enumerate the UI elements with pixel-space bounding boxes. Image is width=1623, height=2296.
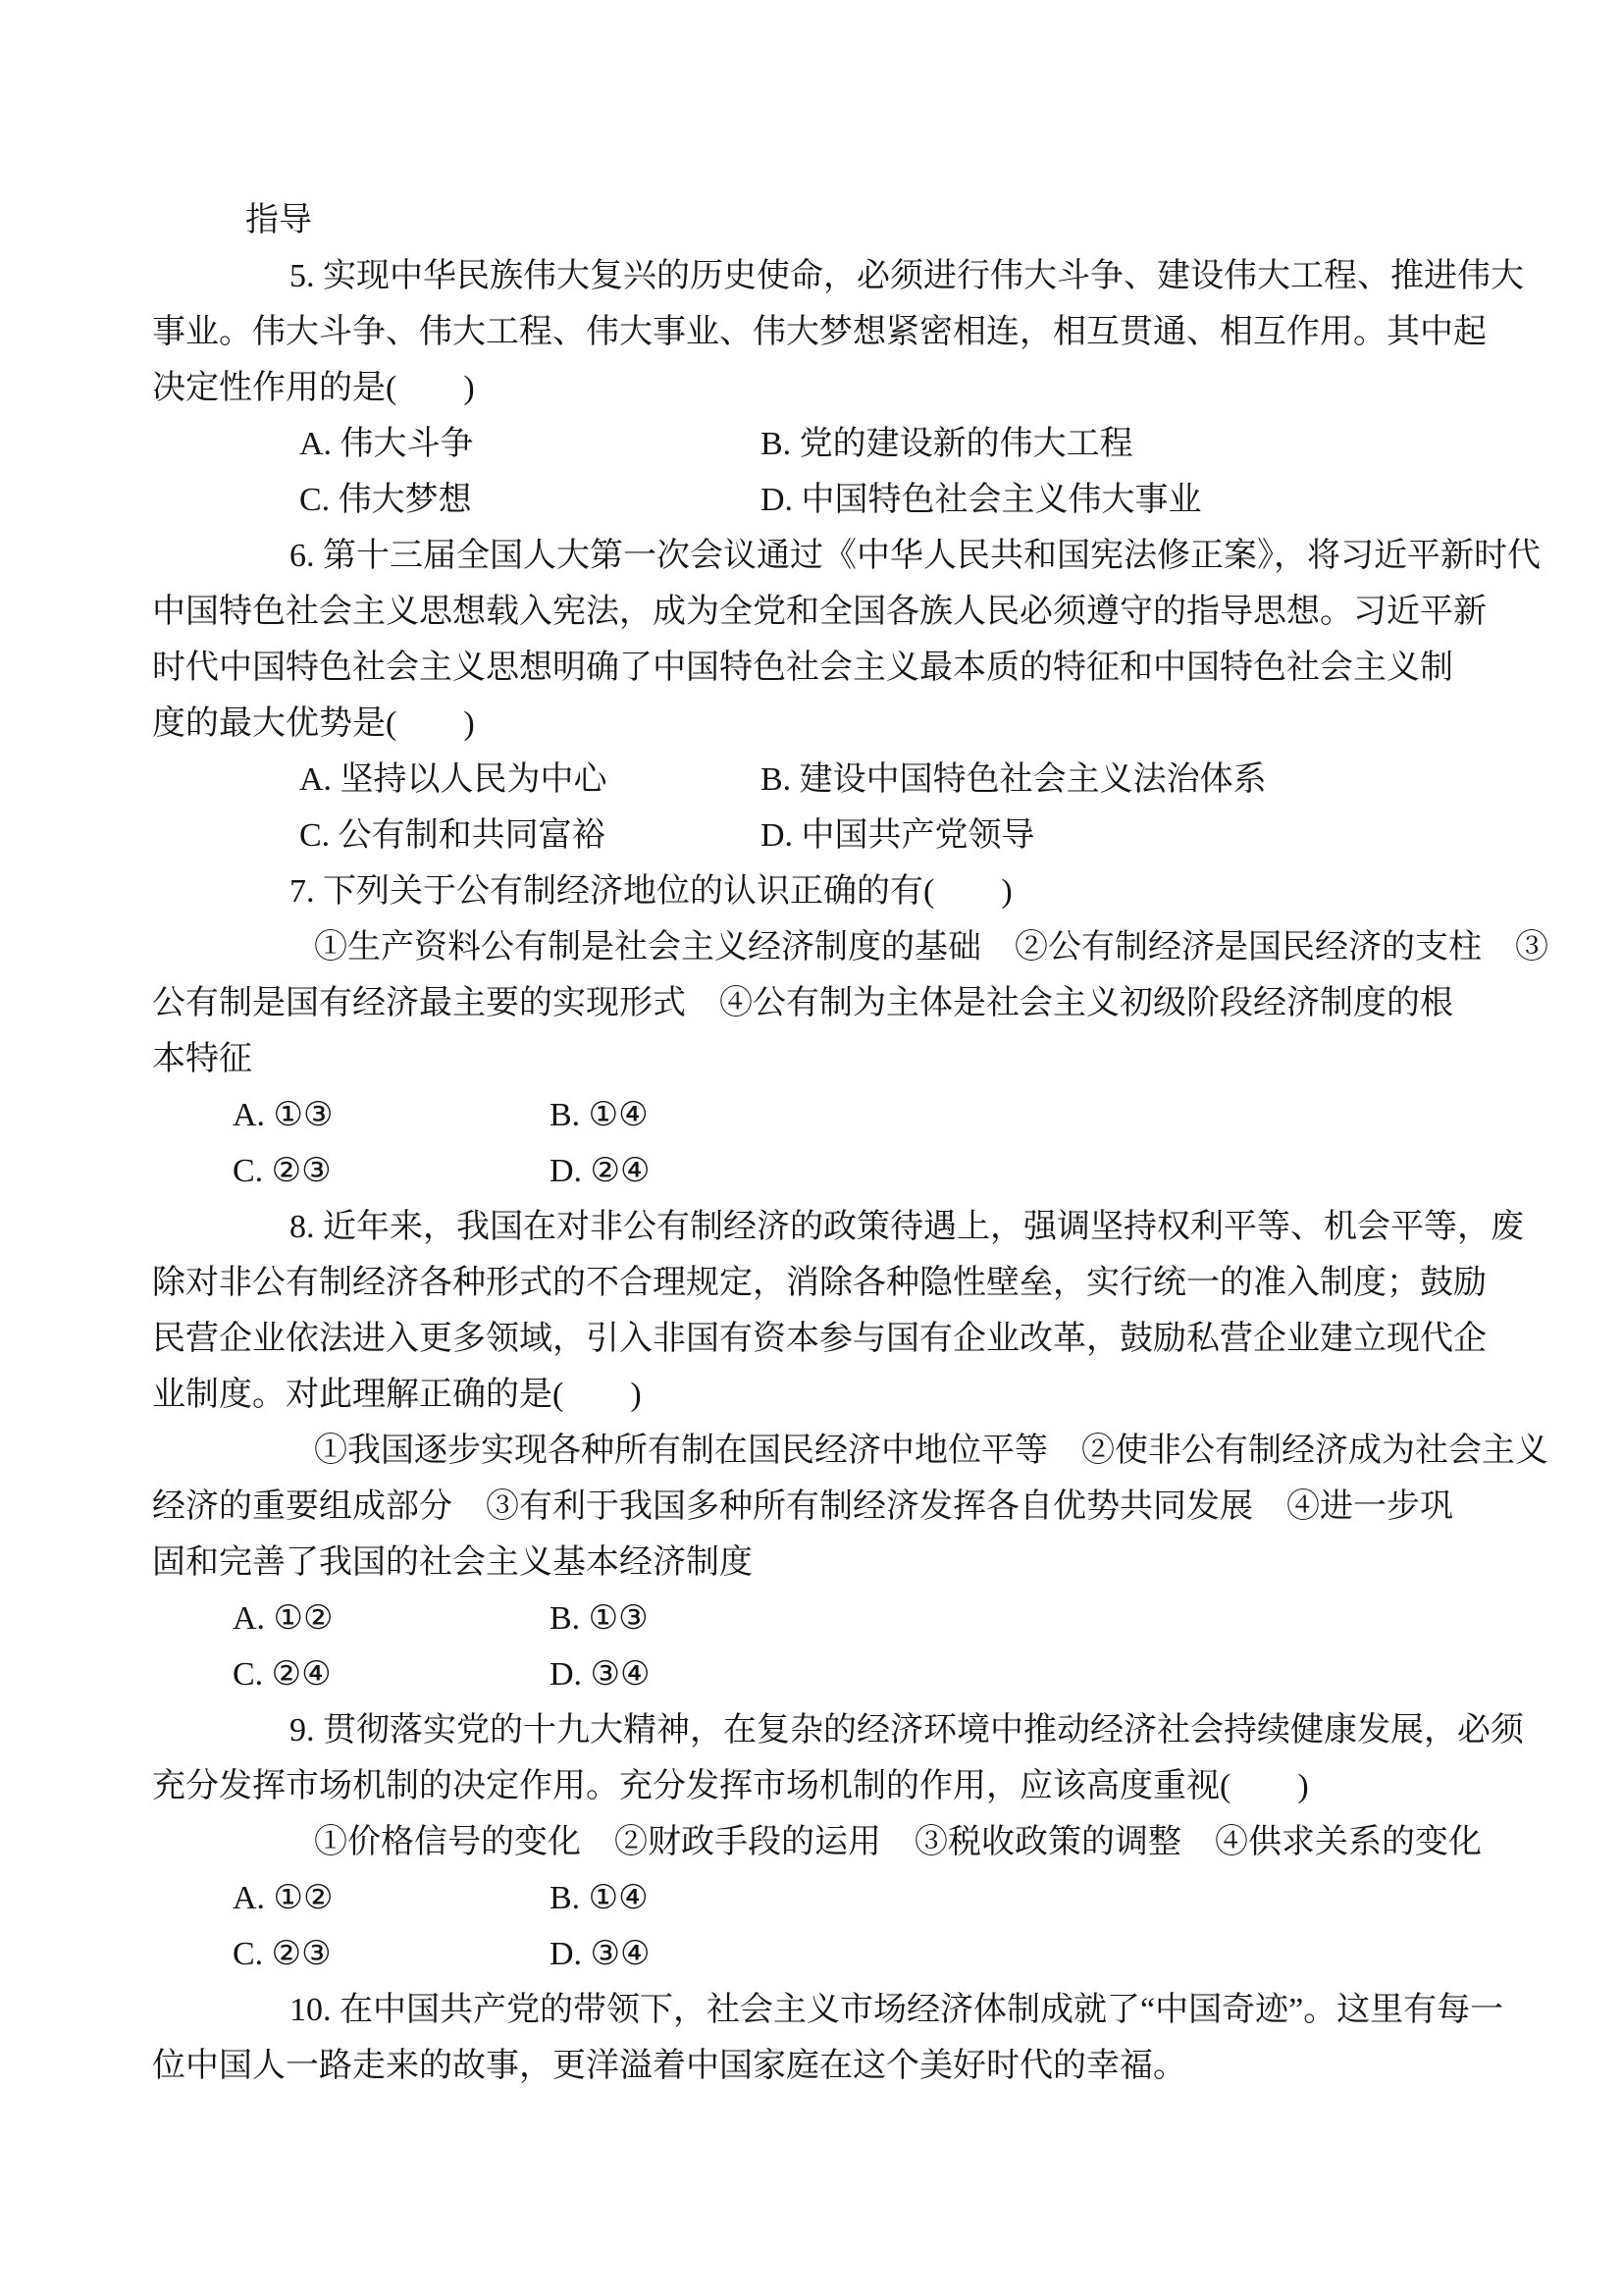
question-8-items-line-3: 固和完善了我国的社会主义基本经济制度	[152, 1544, 753, 1581]
option-b: B. ①③	[550, 1600, 649, 1637]
option-d: D. ③④	[550, 1936, 651, 1972]
question-8-stem-line-3: 民营企业依法进入更多领域，引入非国有资本参与国有企业改革，鼓励私营企业建立现代企	[152, 1321, 1487, 1357]
question-8-stem-line-1: 8. 近年来，我国在对非公有制经济的政策待遇上，强调坚持权利平等、机会平等，废	[289, 1209, 1524, 1245]
exam-text-block	[152, 192, 1548, 2094]
question-6-options-row-1	[152, 752, 1472, 808]
question-7-options-row-1	[152, 1087, 1472, 1143]
question-5-options-row-1	[152, 416, 1472, 472]
option-a: A. 坚持以人民为中心	[299, 761, 607, 798]
question-8-options-row-2	[152, 1646, 1472, 1702]
question-5-stem-line-1: 5. 实现中华民族伟大复兴的历史使命，必须进行伟大斗争、建设伟大工程、推进伟大	[289, 258, 1524, 294]
question-9-options-row-2	[152, 1926, 1472, 1982]
question-6-stem-line-4: 度的最大优势是( )	[152, 705, 475, 742]
option-c: C. ②④	[233, 1656, 332, 1693]
question-8-options-row-1	[152, 1591, 1472, 1646]
question-8-stem-line-2: 除对非公有制经济各种形式的不合理规定，消除各种隐性壁垒，实行统一的准入制度；鼓励	[152, 1265, 1487, 1301]
option-c: C. 伟大梦想	[299, 482, 472, 518]
question-9-options-row-1	[152, 1870, 1472, 1926]
option-a: A. ①③	[233, 1097, 334, 1133]
question-6-options-row-2	[152, 808, 1472, 863]
question-8-items-line-2: 经济的重要组成部分 ③有利于我国多种所有制经济发挥各自优势共同发展 ④进一步巩	[152, 1488, 1453, 1525]
option-d: D. ②④	[550, 1153, 651, 1189]
option-c: C. ②③	[233, 1153, 332, 1189]
option-c: C. 公有制和共同富裕	[299, 817, 605, 854]
option-b: B. 建设中国特色社会主义法治体系	[760, 761, 1267, 798]
question-10-stem-line-1: 10. 在中国共产党的带领下，社会主义市场经济体制成就了“中国奇迹”。这里有每一	[289, 1992, 1504, 2028]
question-5-options-row-2	[152, 472, 1472, 528]
question-6-stem-line-1: 6. 第十三届全国人大第一次会议通过《中华人民共和国宪法修正案》，将习近平新时代	[289, 538, 1541, 574]
question-8-items-line-1: ①我国逐步实现各种所有制在国民经济中地位平等 ②使非公有制经济成为社会主义	[314, 1433, 1548, 1469]
question-9-stem-line-2: 充分发挥市场机制的决定作用。充分发挥市场机制的作用，应该高度重视( )	[152, 1768, 1309, 1804]
option-b: B. ①④	[550, 1880, 649, 1916]
option-d: D. 中国特色社会主义伟大事业	[760, 482, 1202, 518]
question-9-items-line: ①价格信号的变化 ②财政手段的运用 ③税收政策的调整 ④供求关系的变化	[314, 1824, 1482, 1860]
option-d: D. 中国共产党领导	[760, 817, 1035, 854]
question-10-stem-line-2: 位中国人一路走来的故事，更洋溢着中国家庭在这个美好时代的幸福。	[152, 2048, 1186, 2084]
option-b: B. ①④	[550, 1097, 649, 1133]
option-b: B. 党的建设新的伟大工程	[760, 426, 1133, 462]
option-c: C. ②③	[233, 1936, 332, 1972]
paragraph-fragment: 指导	[245, 202, 312, 238]
question-5-stem-line-3: 决定性作用的是( )	[152, 370, 475, 406]
option-a: A. 伟大斗争	[299, 426, 474, 462]
option-a: A. ①②	[233, 1880, 334, 1916]
option-a: A. ①②	[233, 1600, 334, 1637]
question-9-stem-line-1: 9. 贯彻落实党的十九大精神，在复杂的经济环境中推动经济社会持续健康发展，必须	[289, 1712, 1524, 1748]
question-6-stem-line-2: 中国特色社会主义思想载入宪法，成为全党和全国各族人民必须遵守的指导思想。习近平新	[152, 594, 1487, 630]
question-7-stem: 7. 下列关于公有制经济地位的认识正确的有( )	[289, 873, 1013, 910]
question-6-stem-line-3: 时代中国特色社会主义思想明确了中国特色社会主义最本质的特征和中国特色社会主义制	[152, 650, 1453, 686]
question-7-options-row-2	[152, 1143, 1472, 1199]
question-5-stem-line-2: 事业。伟大斗争、伟大工程、伟大事业、伟大梦想紧密相连，相互贯通、相互作用。其中起	[152, 314, 1487, 350]
option-d: D. ③④	[550, 1656, 651, 1693]
question-7-items-line-3: 本特征	[152, 1041, 252, 1077]
question-7-items-line-2: 公有制是国有经济最主要的实现形式 ④公有制为主体是社会主义初级阶段经济制度的根	[152, 985, 1453, 1021]
question-7-items-line-1: ①生产资料公有制是社会主义经济制度的基础 ②公有制经济是国民经济的支柱 ③	[314, 929, 1548, 965]
question-8-stem-line-4: 业制度。对此理解正确的是( )	[152, 1377, 642, 1413]
